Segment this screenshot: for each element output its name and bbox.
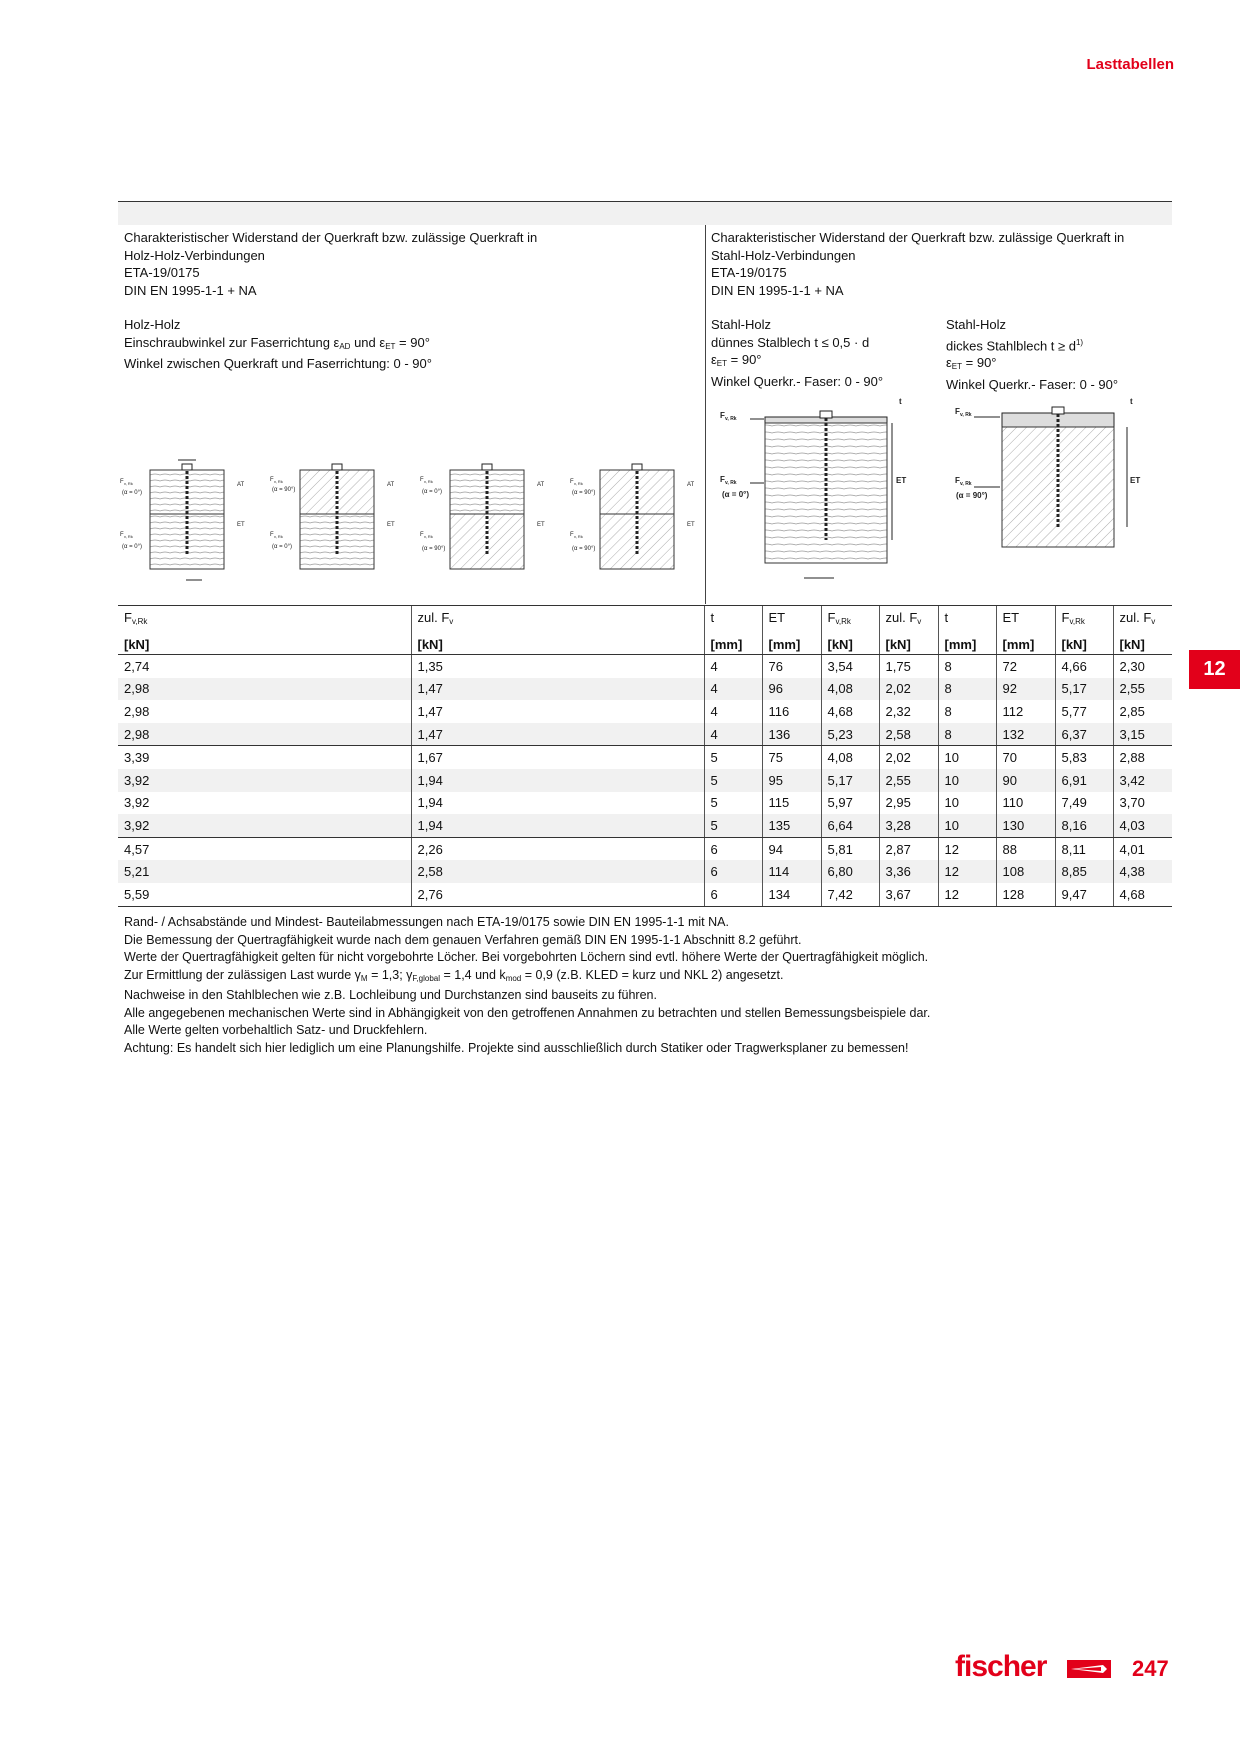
table-cell: 2,26	[411, 837, 704, 860]
table-cell: 88	[996, 837, 1055, 860]
column-divider	[705, 225, 706, 604]
table-cell: 94	[762, 837, 821, 860]
left-winkel-line: Winkel zwischen Querkraft und Faserrichtung: 0 - 90°	[124, 356, 432, 371]
table-cell: 5,83	[1055, 746, 1113, 769]
right-intro-line-2: Stahl-Holz-Verbindungen	[711, 247, 856, 263]
section-title: Lasttabellen	[1086, 56, 1174, 73]
table-header-cell: zul. $F_v$	[879, 606, 938, 635]
svg-text:v, Rk: v, Rk	[960, 481, 972, 487]
thick-plate-eps: $\varepsilon_{ET} = 90^\circ$	[946, 355, 997, 372]
holz-holz-diagrams	[118, 450, 703, 585]
table-unit-cell: [mm]	[762, 634, 821, 655]
table-cell: 3,92	[118, 769, 411, 792]
svg-text:F: F	[420, 532, 424, 538]
table-cell: 1,47	[411, 700, 704, 723]
table-cell: 1,47	[411, 678, 704, 701]
table-row	[118, 700, 1172, 723]
table-row	[118, 860, 1172, 883]
svg-text:v, Rk: v, Rk	[424, 479, 433, 484]
table-cell: 2,30	[1113, 655, 1172, 678]
table-cell: 110	[996, 792, 1055, 815]
table-cell: 5,59	[118, 883, 411, 906]
note-6: Alle angegebenen mechanischen Werte sind in Abhängigkeit von den getroffenen Annahmen zu betrachten und stellen Bemessungsbeispiele dar.	[124, 1005, 931, 1020]
svg-text:F: F	[720, 475, 725, 484]
table-cell: 3,54	[821, 655, 879, 678]
svg-text:F: F	[955, 407, 960, 416]
thin-plate-desc: dünnes Stalblech t ≤ 0,5 · d	[711, 334, 870, 350]
table-header-cell: $F_{v,Rk}$	[1055, 606, 1113, 635]
table-cell: 2,02	[879, 746, 938, 769]
svg-text:(α = 90°): (α = 90°)	[422, 546, 446, 552]
note-4: Zur Ermittlung der zulässigen Last wurde $\gamma_M = 1,3$; $\gamma_{F,global} = 1,4$ und $k_{mod} = 0,9$ (z.B. KLED = kurz und NKL 2) angesetzt.	[124, 967, 784, 983]
svg-text:v, Rk: v, Rk	[725, 416, 737, 422]
thick-plate-title: Stahl-Holz	[946, 317, 1006, 332]
table-cell: 12	[938, 837, 996, 860]
table-cell: 135	[762, 814, 821, 837]
table-cell: 132	[996, 723, 1055, 746]
table-cell: 72	[996, 655, 1055, 678]
table-cell: 2,58	[879, 723, 938, 746]
table-cell: 2,95	[879, 792, 938, 815]
svg-text:F: F	[955, 476, 960, 485]
table-cell: 5,81	[821, 837, 879, 860]
table-cell: 9,47	[1055, 883, 1113, 906]
table-cell: 6,91	[1055, 769, 1113, 792]
table-cell: 5,77	[1055, 700, 1113, 723]
table-header-row	[118, 606, 1172, 635]
table-cell: 8	[938, 700, 996, 723]
svg-text:v, Rk: v, Rk	[725, 480, 737, 486]
svg-text:AT: AT	[537, 482, 545, 488]
table-cell: 6	[704, 883, 762, 906]
table-cell: 6,80	[821, 860, 879, 883]
table-header-cell: zul. $F_v$	[1113, 606, 1172, 635]
table-cell: 8,85	[1055, 860, 1113, 883]
svg-text:v, Rk: v, Rk	[574, 481, 583, 486]
svg-text:F: F	[120, 479, 124, 485]
table-cell: 4,66	[1055, 655, 1113, 678]
svg-text:AT: AT	[687, 482, 695, 488]
table-cell: 4,01	[1113, 837, 1172, 860]
left-intro-line-2: Holz-Holz-Verbindungen	[124, 247, 265, 263]
table-units-row	[118, 634, 1172, 655]
table-cell: 2,32	[879, 700, 938, 723]
table-unit-cell: [kN]	[118, 634, 411, 655]
table-cell: 4	[704, 700, 762, 723]
table-cell: 1,67	[411, 746, 704, 769]
table-row	[118, 837, 1172, 860]
thin-plate-title: Stahl-Holz	[711, 317, 771, 332]
table-header-cell: ET	[996, 606, 1055, 635]
left-intro-line-4: DIN EN 1995-1-1 + NA	[124, 282, 257, 298]
table-cell: 4,68	[821, 700, 879, 723]
table-cell: 3,42	[1113, 769, 1172, 792]
table-cell: 95	[762, 769, 821, 792]
diagram-1	[150, 460, 224, 580]
right-intro-line-1: Charakteristischer Widerstand der Querkraft bzw. zulässige Querkraft in	[711, 230, 1125, 245]
table-cell: 5,97	[821, 792, 879, 815]
table-cell: 10	[938, 792, 996, 815]
table-cell: 4,08	[821, 746, 879, 769]
thin-plate-diagram	[750, 411, 892, 578]
table-cell: 70	[996, 746, 1055, 769]
table-cell: 75	[762, 746, 821, 769]
thin-plate-winkel: Winkel Querkr.- Faser: 0 - 90°	[711, 373, 884, 389]
left-intro-line-3: ETA-19/0175	[124, 265, 200, 280]
left-case-title: Holz-Holz	[124, 317, 181, 332]
svg-text:AT: AT	[387, 482, 395, 488]
svg-text:v, Rk: v, Rk	[574, 534, 583, 539]
table-header-cell: zul. $F_v$	[411, 606, 704, 635]
table-header-cell: t	[704, 606, 762, 635]
chapter-tab[interactable]: 12	[1189, 650, 1240, 689]
table-cell: 7,49	[1055, 792, 1113, 815]
svg-text:F: F	[270, 532, 274, 538]
table-cell: 76	[762, 655, 821, 678]
note-3: Werte der Quertragfähigkeit gelten für nicht vorgebohrte Löcher. Bei vorgebohrten Löchern sind evtl. höhere Werte der Quertragfähigkeit möglich.	[124, 950, 929, 964]
table-cell: 108	[996, 860, 1055, 883]
table-cell: 5,23	[821, 723, 879, 746]
table-cell: 2,74	[124, 658, 150, 674]
table-cell: 4	[704, 723, 762, 746]
svg-text:F: F	[570, 532, 574, 538]
thin-plate-eps: $\varepsilon_{ET} = 90^\circ$	[711, 352, 762, 368]
svg-text:(α = 0°): (α = 0°)	[272, 544, 293, 550]
left-angle-line: Einschraubwinkel zur Faserrichtung $\varepsilon_{AD}$ und $\varepsilon_{ET} = 90^\circ$	[124, 334, 430, 351]
table-cell: 2,55	[1113, 678, 1172, 701]
table-unit-cell: [kN]	[821, 634, 879, 655]
svg-text:(α = 0°): (α = 0°)	[122, 490, 143, 496]
svg-text:AT: AT	[237, 482, 245, 488]
table-cell: 4,68	[1113, 883, 1172, 906]
table-cell: 5	[704, 769, 762, 792]
svg-text:ET: ET	[687, 522, 695, 528]
svg-text:F: F	[270, 477, 274, 483]
table-cell: 6	[704, 837, 762, 860]
table-cell: 6,64	[821, 814, 879, 837]
table-cell: 8	[938, 655, 996, 678]
svg-text:ET: ET	[1130, 476, 1141, 485]
svg-text:(α = 0°): (α = 0°)	[122, 544, 143, 550]
table-cell: 4,08	[821, 678, 879, 701]
svg-text:ET: ET	[387, 522, 395, 528]
diagram-3	[450, 464, 524, 569]
table-cell: 10	[938, 814, 996, 837]
svg-text:ET: ET	[537, 522, 545, 528]
brand-logo[interactable]: fischer	[955, 1650, 1047, 1683]
table-cell: 96	[762, 678, 821, 701]
table-cell: 4,38	[1113, 860, 1172, 883]
table-cell: 2,98	[118, 678, 411, 701]
note-8: Achtung: Es handelt sich hier lediglich um eine Planungshilfe. Projekte sind ausschließlich durch Statiker oder Tragwerksplaner zu bemessen!	[124, 1040, 909, 1055]
table-cell: 4	[704, 678, 762, 701]
table-cell: 10	[938, 769, 996, 792]
table-unit-cell: [kN]	[1113, 634, 1172, 655]
brand-plug-icon	[1067, 1660, 1111, 1678]
svg-text:v, Rk: v, Rk	[424, 534, 433, 539]
table-cell: 2,98	[124, 703, 150, 719]
table-cell: 3,39	[124, 750, 150, 766]
svg-text:F: F	[720, 411, 725, 420]
table-cell: 1,47	[411, 723, 704, 746]
thick-plate-info	[946, 316, 1118, 393]
table-row	[118, 655, 1172, 678]
table-row	[118, 814, 1172, 837]
diagram-4	[600, 464, 674, 569]
svg-text:F: F	[570, 479, 574, 485]
table-cell: 134	[762, 883, 821, 906]
table-cell: 4	[704, 655, 762, 678]
svg-text:v, Rk: v, Rk	[124, 534, 133, 539]
note-2: Die Bemessung der Quertragfähigkeit wurde nach dem genauen Verfahren gemäß DIN EN 1995-1-1 Abschnitt 8.2 geführt.	[124, 932, 802, 947]
table-row	[118, 678, 1172, 701]
diagram-2	[300, 464, 374, 569]
table-header-cell: t	[938, 606, 996, 635]
table-cell: 2,88	[1113, 746, 1172, 769]
note-1: Rand- / Achsabstände und Mindest- Bauteilabmessungen nach ETA-19/0175 sowie DIN EN 1995-1-1 mit NA.	[124, 915, 729, 929]
table-row	[118, 883, 1172, 906]
table-cell: 8,16	[1055, 814, 1113, 837]
table-cell: 92	[996, 678, 1055, 701]
load-table	[118, 605, 1172, 907]
table-cell: 4,57	[124, 841, 150, 857]
table-cell: 4,03	[1113, 814, 1172, 837]
table-row	[118, 746, 1172, 769]
table-cell: 114	[762, 860, 821, 883]
table-unit-cell: [mm]	[996, 634, 1055, 655]
note-7: Alle Werte gelten vorbehaltlich Satz- und Druckfehlern.	[124, 1023, 428, 1037]
table-cell: 3,70	[1113, 792, 1172, 815]
table-cell: 3,92	[124, 795, 150, 811]
table-cell: 1,94	[411, 769, 704, 792]
table-cell: 2,98	[118, 723, 411, 746]
table-unit-cell: [mm]	[704, 634, 762, 655]
table-cell: 1,94	[411, 814, 704, 837]
svg-text:(α = 0°): (α = 0°)	[722, 490, 750, 499]
left-intro-line-1: Charakteristischer Widerstand der Querkraft bzw. zulässige Querkraft in	[124, 230, 538, 245]
table-cell: 128	[996, 883, 1055, 906]
table-cell: 2,85	[1113, 700, 1172, 723]
table-row	[118, 792, 1172, 815]
table-cell: 2,87	[879, 837, 938, 860]
table-unit-cell: [kN]	[1055, 634, 1113, 655]
svg-text:t: t	[899, 397, 902, 406]
svg-text:F: F	[420, 477, 424, 483]
table-cell: 10	[938, 746, 996, 769]
svg-text:(α = 90°): (α = 90°)	[572, 546, 596, 552]
table-cell: 3,15	[1113, 723, 1172, 746]
table-cell: 12	[938, 860, 996, 883]
svg-text:v, Rk: v, Rk	[274, 479, 283, 484]
table-cell: 2,55	[879, 769, 938, 792]
table-cell: 2,02	[879, 678, 938, 701]
table-cell: 112	[996, 700, 1055, 723]
table-header-cell: ET	[762, 606, 821, 635]
svg-text:ET: ET	[237, 522, 245, 528]
table-cell: 136	[762, 723, 821, 746]
notes	[124, 914, 930, 1057]
table-header-cell: $F_{v,Rk}$	[118, 606, 411, 635]
thick-plate-desc: dickes Stahlblech $t \ge d^{1)}$	[946, 337, 1084, 353]
stahl-holz-diagrams	[712, 395, 1157, 590]
table-unit-cell: [mm]	[938, 634, 996, 655]
left-intro	[124, 229, 537, 373]
svg-text:(α = 0°): (α = 0°)	[422, 489, 443, 495]
right-intro	[711, 229, 1124, 299]
right-intro-line-4: DIN EN 1995-1-1 + NA	[711, 282, 844, 298]
table-cell: 1,94	[411, 792, 704, 815]
table-unit-cell: [kN]	[879, 634, 938, 655]
header-band	[118, 202, 1172, 225]
table-row	[118, 769, 1172, 792]
table-cell: 116	[762, 700, 821, 723]
page-number: 247	[1132, 1656, 1169, 1681]
svg-text:(α = 90°): (α = 90°)	[272, 487, 296, 493]
table-cell: 130	[996, 814, 1055, 837]
table-cell: 115	[762, 792, 821, 815]
table-cell: 5	[704, 792, 762, 815]
thin-plate-info	[711, 316, 883, 390]
note-5: Nachweise in den Stahlblechen wie z.B. Lochleibung und Durchstanzen sind bauseits zu führen.	[124, 988, 657, 1002]
right-intro-line-3: ETA-19/0175	[711, 265, 787, 280]
svg-text:F: F	[120, 532, 124, 538]
table-cell: 5,17	[821, 769, 879, 792]
thick-plate-diagram	[974, 407, 1127, 547]
table-cell: 3,28	[879, 814, 938, 837]
svg-text:(α = 90°): (α = 90°)	[572, 490, 596, 496]
table-cell: 5,17	[1055, 678, 1113, 701]
table-unit-cell: [kN]	[411, 634, 704, 655]
table-cell: 2,58	[411, 860, 704, 883]
table-cell: 8	[938, 723, 996, 746]
table-cell: 3,92	[118, 814, 411, 837]
thick-plate-winkel: Winkel Querkr.- Faser: 0 - 90°	[946, 376, 1119, 392]
table-cell: 8,11	[1055, 837, 1113, 860]
svg-text:v, Rk: v, Rk	[960, 412, 972, 418]
table-row	[118, 723, 1172, 746]
table-cell: 90	[996, 769, 1055, 792]
table-cell: 5	[704, 814, 762, 837]
table-cell: 7,42	[821, 883, 879, 906]
svg-text:v, Rk: v, Rk	[274, 534, 283, 539]
table-cell: 6,37	[1055, 723, 1113, 746]
table-cell: 5,21	[118, 860, 411, 883]
table-header-cell: $F_{v,Rk}$	[821, 606, 879, 635]
table-cell: 1,35	[411, 655, 704, 678]
svg-text:(α = 90°): (α = 90°)	[956, 491, 988, 500]
table-cell: 6	[704, 860, 762, 883]
table-cell: 12	[938, 883, 996, 906]
svg-text:ET: ET	[896, 476, 907, 485]
table-cell: 2,76	[411, 883, 704, 906]
svg-text:t: t	[1130, 397, 1133, 406]
svg-text:v, Rk: v, Rk	[124, 481, 133, 486]
table-cell: 3,67	[879, 883, 938, 906]
table-cell: 1,75	[879, 655, 938, 678]
table-cell: 3,36	[879, 860, 938, 883]
table-cell: 5	[704, 746, 762, 769]
table-cell: 8	[938, 678, 996, 701]
